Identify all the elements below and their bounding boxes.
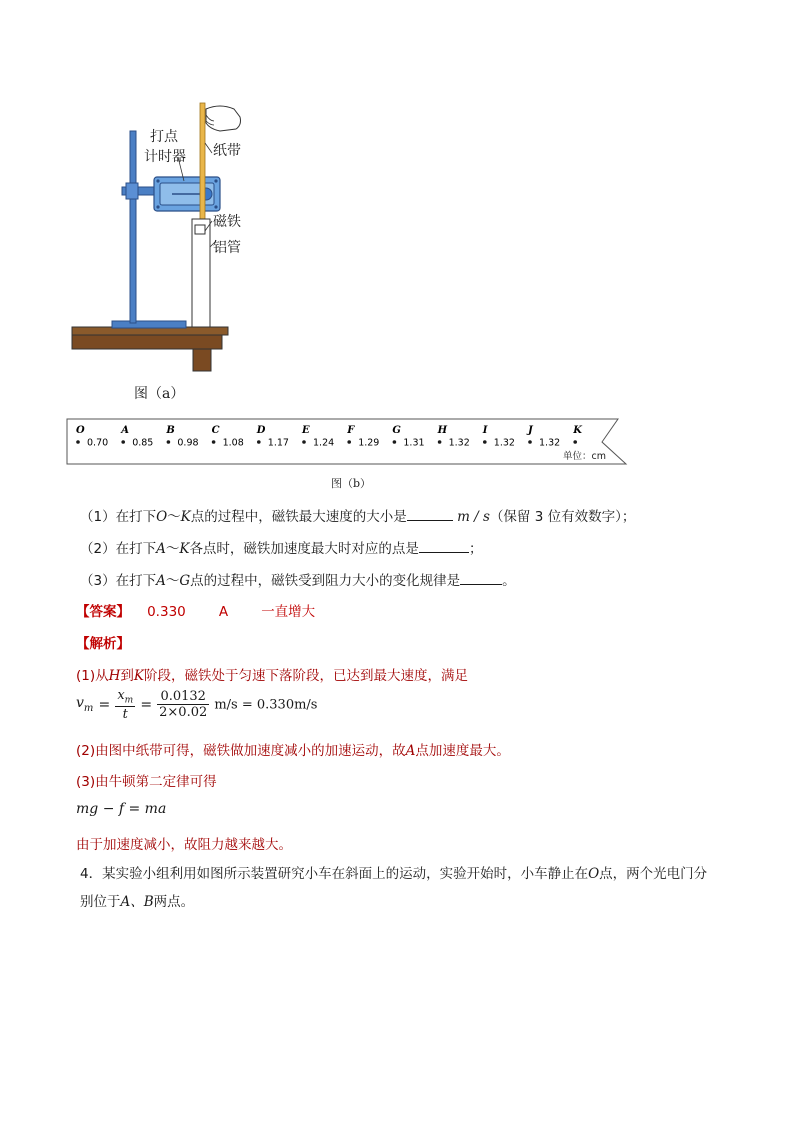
figure-a-caption: 图（a） [134,386,185,402]
tape-point-label: G [392,425,401,436]
equation-1: $v_m$ = $\frac{x_m}{t}$ = $\frac{0.0132}{2\times 0.02}$ m/s = 0.330m/s [76,688,318,722]
label-timer-2: 计时器 [144,149,186,165]
magnet [195,225,205,234]
analysis-p2: (2)由图中纸带可得，磁铁做加速度减小的加速运动，故A点加速度最大。 [76,743,510,759]
tape-point-label: O [76,425,85,436]
label-magnet: 磁铁 [213,214,241,230]
apparatus-figure [60,95,320,375]
tape-point-label: F [347,425,355,436]
tape-point-label: H [437,425,448,436]
tape-dot [347,440,351,444]
figure-b-caption: 图（b） [331,477,372,490]
tape-dot [528,440,532,444]
answer-tag: 【答案】 [76,604,130,620]
tape-gap-value: 1.31 [403,437,425,449]
tape-dot [483,440,487,444]
tape-figure [66,418,636,470]
tape-gap-value: 1.32 [493,437,515,449]
tape-point-label: E [302,425,310,436]
tape-point-label: B [166,425,175,436]
tape-unit: 单位：cm [563,451,606,462]
tape-dot [76,440,80,444]
tape-gap-value: 0.70 [87,437,109,449]
tape-gap-value: 1.29 [358,437,380,449]
answer-blank-3[interactable] [460,572,502,585]
stand-rod [130,131,136,323]
hand [206,106,241,131]
aluminum-tube [192,219,210,327]
table-edge [72,335,222,349]
tape-dot [167,440,171,444]
question-1: （1）在打下O～K点的过程中，磁铁最大速度的大小是 m / s（保留 3 位有效数字）； [80,509,636,525]
answer-line [76,600,315,620]
tape-dot [257,440,261,444]
answer-1: 0.330 [147,604,186,620]
tape-dot [438,440,442,444]
problem-4: 4．某实验小组利用如图所示装置研究小车在斜面上的运动，实验开始时，小车静止在O点，两个光电门分 别位于A、B两点。 [80,866,708,910]
tape-dot [393,440,397,444]
equation-2: mg − f = ma [76,801,167,817]
tape-point-label: K [573,425,582,436]
paper-tape [200,103,205,233]
tape-gap-value: 1.32 [539,437,561,449]
tape-dot [121,440,125,444]
answer-3: 一直增大 [261,604,316,620]
tape-dot [212,440,216,444]
question-3: （3）在打下A～G点的过程中，磁铁受到阻力大小的变化规律是 。 [80,573,516,589]
tape-gap-value: 0.85 [132,437,154,449]
answer-blank-2[interactable] [419,540,469,553]
tape-gap-value: 1.24 [313,437,335,449]
tape-gap-value: 1.08 [222,437,244,449]
question-2: （2）在打下A～K各点时，磁铁加速度最大时对应的点是 ； [80,541,483,557]
tape-point-label: D [256,425,266,436]
tape-gap-value: 1.32 [448,437,470,449]
label-tape: 纸带 [213,143,241,159]
tape-point-label: I [482,425,488,436]
tape-dot [573,440,577,444]
tape-gap-value: 0.98 [177,437,199,449]
tape-gap-value: 1.17 [267,437,289,449]
stand-base [112,321,186,328]
analysis-p4: 由于加速度减小，故阻力越来越大。 [76,837,292,853]
tape-point-label: A [121,425,129,436]
analysis-p1: (1)从H到K阶段，磁铁处于匀速下落阶段，已达到最大速度，满足 [76,668,468,684]
answer-blank-1[interactable] [407,508,453,521]
table-leg [193,349,211,371]
label-tube: 铝管 [213,240,241,256]
label-timer: 打点 [150,129,178,145]
tape-dot [302,440,306,444]
tape-point-label: J [528,425,533,436]
analysis-p3: (3)由牛顿第二定律可得 [76,774,217,790]
analysis-tag: 【解析】 [76,636,130,652]
tape-point-label: C [211,425,220,436]
answer-2: A [218,604,229,620]
